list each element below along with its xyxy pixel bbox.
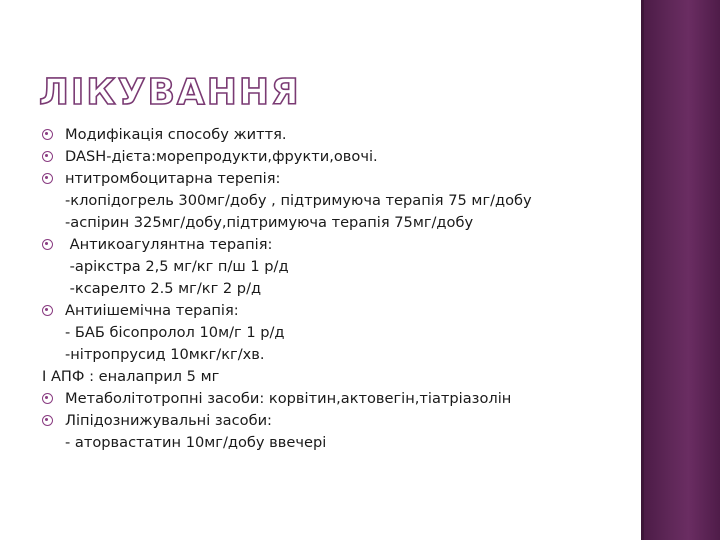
list-subitem: -аспірин 325мг/добу,підтримуюча терапія 75мг/добу	[65, 214, 474, 231]
circle-bullet-icon	[42, 239, 53, 250]
list-item: Антиішемічна терапія:	[42, 300, 632, 322]
list-subitem: -арікстра 2,5 мг/кг п/ш 1 р/д	[65, 258, 289, 275]
list-item: DASH-дієта:морепродукти,фрукти,овочі.	[42, 146, 632, 168]
circle-bullet-icon	[42, 151, 53, 162]
circle-bullet-icon	[42, 129, 53, 140]
circle-bullet-icon	[42, 415, 53, 426]
circle-bullet-icon	[42, 393, 53, 404]
list-item: Метаболітотропні засоби: корвітин,актовегін,тіатріазолін	[42, 388, 632, 410]
list-item: Антикоагулянтна терапія:	[42, 234, 632, 256]
decorative-side-panel	[641, 0, 720, 540]
list-subitem: -нітропрусид 10мкг/кг/хв.	[65, 346, 265, 363]
list-item: нтитромбоцитарна терепія:	[42, 168, 632, 190]
circle-bullet-icon	[42, 173, 53, 184]
list-item: Ліпідознижувальні засоби:	[42, 410, 632, 432]
list-line: І АПФ : еналаприл 5 мг	[42, 368, 220, 385]
list-subitem: - аторвастатин 10мг/добу ввечері	[65, 434, 327, 451]
circle-bullet-icon	[42, 305, 53, 316]
list-subitem: -ксарелто 2.5 мг/кг 2 р/д	[65, 280, 262, 297]
list-subitem: -клопідогрель 300мг/добу , підтримуюча терапія 75 мг/добу	[65, 192, 532, 209]
slide-content	[42, 124, 632, 454]
list-subitem: - БАБ бісопролол 10м/г 1 р/д	[65, 324, 285, 341]
list-item: Модифікація способу життя.	[42, 124, 632, 146]
slide-title: ЛІКУВАННЯ	[39, 72, 301, 113]
